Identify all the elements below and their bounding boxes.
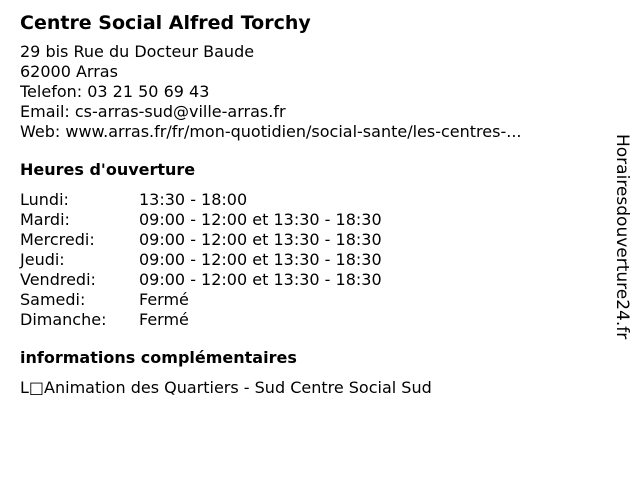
hours-time: 09:00 - 12:00 et 13:30 - 18:30 [139,210,382,229]
watermark [612,134,632,370]
hours-day: Dimanche: [20,310,107,329]
hours-day: Mercredi: [20,230,95,249]
hours-time: 09:00 - 12:00 et 13:30 - 18:30 [139,230,382,249]
hours-day: Vendredi: [20,270,96,289]
hours-row-mardi [20,210,600,230]
website-link[interactable]: Web: www.arras.fr/fr/mon-quotidien/social-sante/les-centres-... [20,122,522,141]
hours-table [20,190,600,330]
email-address: Email: cs-arras-sud@ville-arras.fr [20,102,286,121]
hours-row-lundi [20,190,600,210]
hours-time: 13:30 - 18:00 [139,190,248,209]
watermark-text: Horairesdouverture24.fr [612,134,632,340]
hours-time: Fermé [139,310,189,329]
phone-number: Telefon: 03 21 50 69 43 [20,82,210,101]
street-address: 29 bis Rue du Docteur Baude [20,42,255,61]
info-text: L□Animation des Quartiers - Sud Centre Social Sud [20,378,432,397]
city-postcode: 62000 Arras [20,62,118,81]
hours-row-vendredi [20,270,600,290]
info-heading: informations complémentaires [20,348,297,367]
hours-row-mercredi [20,230,600,250]
hours-heading: Heures d'ouverture [20,160,196,179]
hours-time: Fermé [139,290,189,309]
address-block [20,42,600,142]
hours-time: 09:00 - 12:00 et 13:30 - 18:30 [139,270,382,289]
location-card [20,10,600,398]
hours-row-jeudi [20,250,600,270]
hours-row-dimanche [20,310,600,330]
hours-day: Jeudi: [20,250,65,269]
hours-row-samedi [20,290,600,310]
hours-day: Mardi: [20,210,70,229]
hours-day: Samedi: [20,290,86,309]
hours-time: 09:00 - 12:00 et 13:30 - 18:30 [139,250,382,269]
hours-day: Lundi: [20,190,69,209]
page-title: Centre Social Alfred Torchy [20,12,311,34]
